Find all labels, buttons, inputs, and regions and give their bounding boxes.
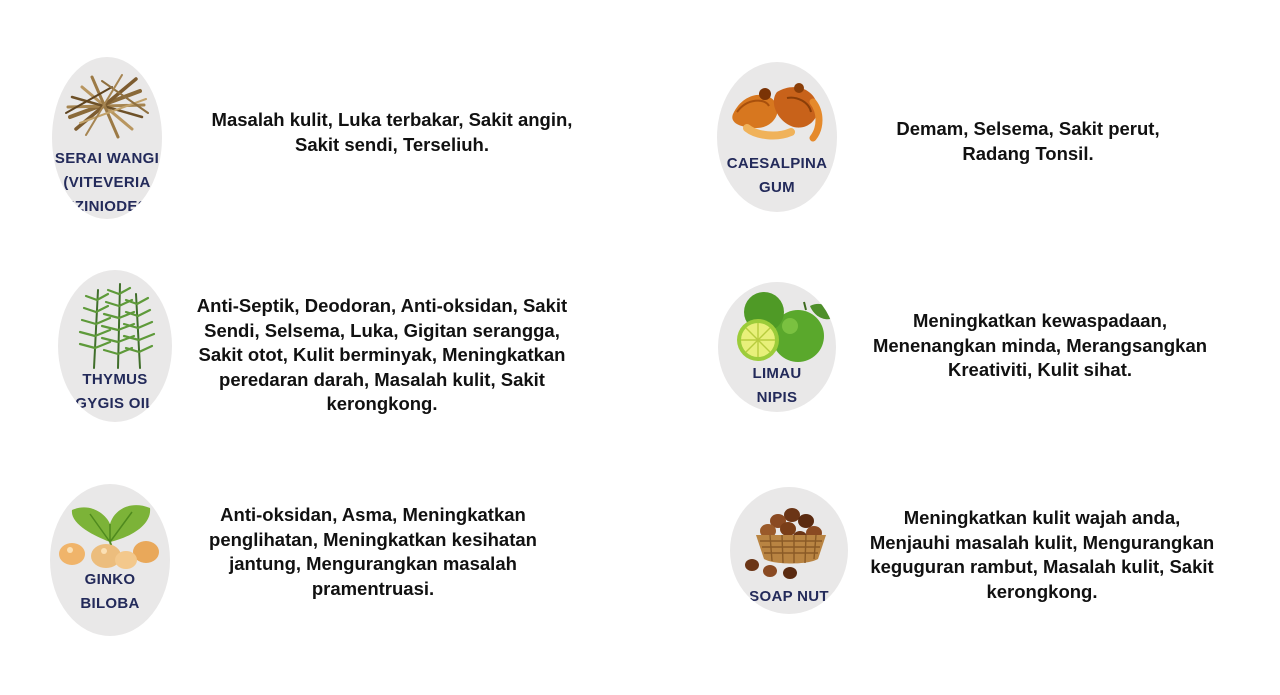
herb-name: SERAI WANGI (VITEVERIA ZIZINIODES) [54, 150, 160, 215]
soap-nut-basket-image [730, 487, 848, 582]
herb-name: SOAP NUT [749, 588, 829, 605]
lemongrass-image [52, 57, 162, 157]
thyme-sprig-image [58, 270, 172, 370]
herb-badge-ginko-biloba [50, 484, 170, 636]
herb-badge-thymus-gygis-oil [58, 270, 172, 422]
herb-benefits-limau-nipis: Meningkatkan kewaspadaan, Menenangkan minda, Merangsangkan Kreativiti, Kulit sihat. [872, 310, 1208, 380]
herb-badge-caesalpina-gum [717, 62, 837, 212]
herb-name: GINKO BILOBA [80, 571, 140, 612]
herb-name: LIMAU NIPIS [752, 365, 802, 406]
caesalpina-root-image [717, 62, 837, 152]
herb-benefits-thymus-gygis-oil: Anti-Septik, Deodoran, Anti-oksidan, Sakit Sendi, Selsema, Luka, Gigitan serangga, Sakit otot, Kulit berminyak, Meningkatkan peredaran darah, Masalah kulit, Sakit kerongkong. [196, 295, 568, 414]
herb-badge-soap-nut [730, 487, 848, 614]
herb-benefits-soap-nut: Meningkatkan kulit wajah anda, Menjauhi masalah kulit, Mengurangkan keguguran rambut, Masalah kulit, Sakit kerongkong. [869, 507, 1215, 602]
herb-badge-limau-nipis [718, 282, 836, 412]
herb-badge-serai-wangi [52, 57, 162, 219]
herb-benefits-caesalpina-gum: Demam, Selsema, Sakit perut, Radang Tonsil. [896, 118, 1160, 164]
herb-benefits-serai-wangi: Masalah kulit, Luka terbakar, Sakit angin, Sakit sendi, Terseliuh. [211, 109, 573, 155]
lime-fruit-image [718, 282, 836, 372]
ginkgo-leaf-nut-image [50, 484, 170, 579]
herb-benefits-ginko-biloba: Anti-oksidan, Asma, Meningkatkan penglihatan, Meningkatkan kesihatan jantung, Mengurangkan masalah pramentruasi. [209, 504, 537, 599]
herb-name: THYMUS GYGIS OIL [75, 371, 155, 412]
herb-name: CAESALPINA GUM [726, 155, 828, 196]
